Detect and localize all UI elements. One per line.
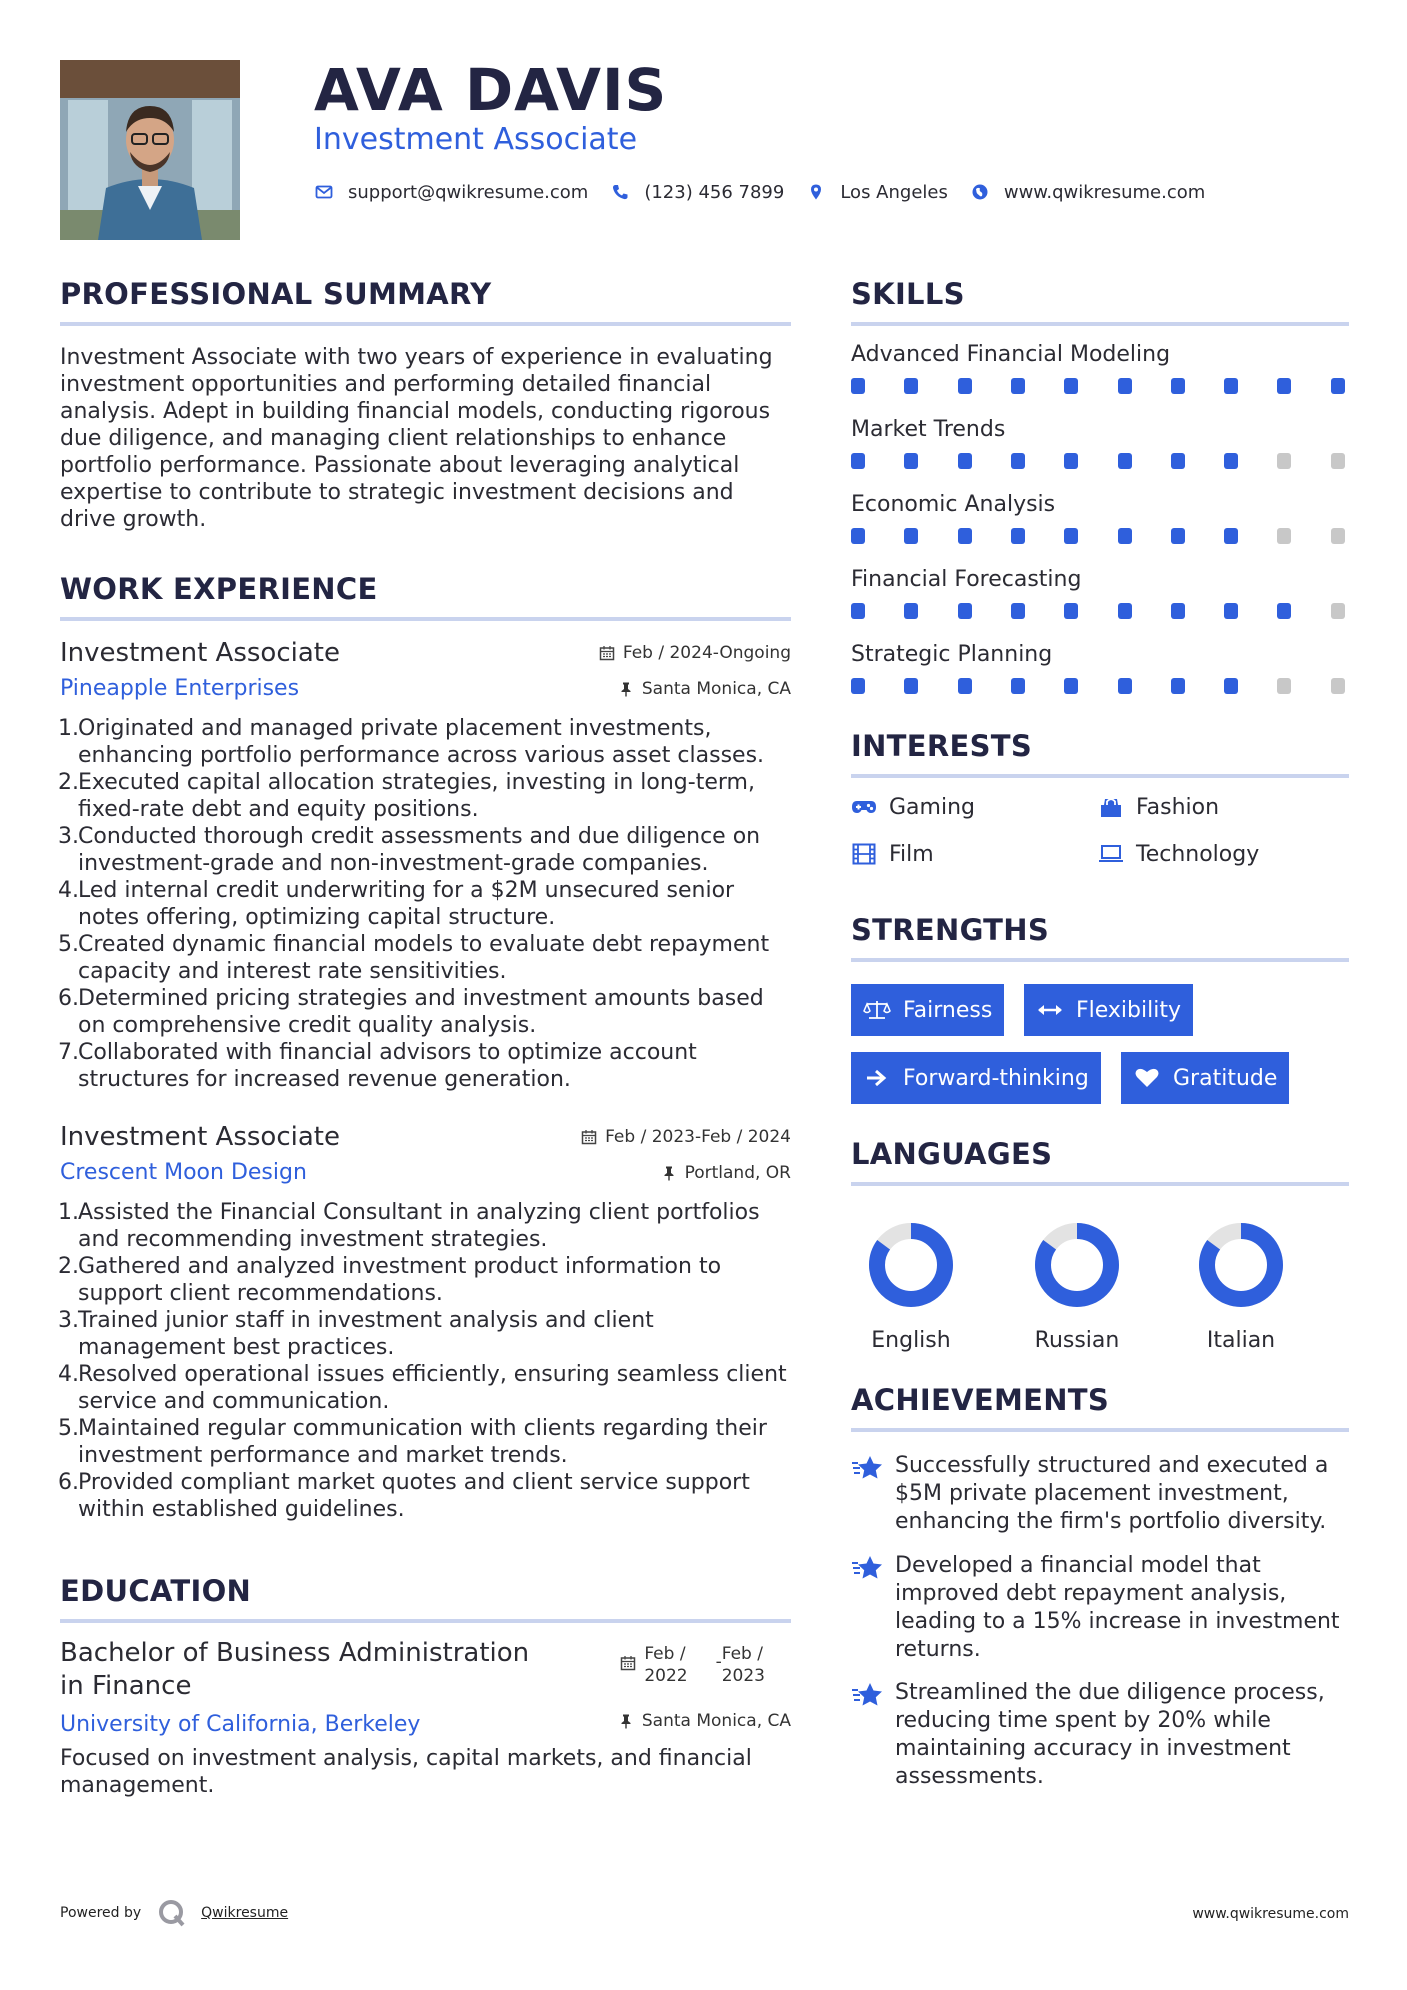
strengths-list — [851, 962, 1349, 1110]
education-location — [618, 1711, 791, 1731]
skill-dot-filled — [1064, 528, 1078, 544]
duty-line: service and communication. — [78, 1389, 390, 1414]
skill-name: Financial Forecasting — [851, 567, 1082, 592]
left-column — [60, 272, 791, 1799]
section-divider — [60, 617, 791, 621]
qwikresume-link[interactable]: Qwikresume — [201, 1905, 289, 1921]
summary-section — [60, 272, 791, 533]
education-description — [60, 1745, 791, 1799]
achievement-line: reducing time spent by 20% while — [895, 1708, 1271, 1733]
skill-dot-filled — [851, 453, 865, 469]
skill-dot-filled — [1277, 378, 1291, 394]
star-icon — [851, 1452, 895, 1536]
skill-dot-filled — [904, 678, 918, 694]
language-item — [851, 1220, 971, 1353]
language-name: Italian — [1206, 1328, 1276, 1353]
strengths-heading: STRENGTHS — [851, 913, 1050, 947]
duty-number: 5. — [58, 1416, 79, 1441]
skill-dot-empty — [1277, 678, 1291, 694]
skill-level-dots — [851, 676, 1349, 696]
skill-dot-filled — [1011, 453, 1025, 469]
skill-dot-filled — [1011, 528, 1025, 544]
skill-name: Strategic Planning — [851, 642, 1053, 667]
achievement-line: Streamlined the due diligence process, — [895, 1680, 1325, 1705]
envelope-icon — [314, 182, 334, 202]
duty-line: notes offering, optimizing capital structure. — [78, 905, 556, 930]
duty-number: 4. — [58, 1362, 79, 1387]
job-title: Investment Associate — [60, 638, 340, 668]
duty-number: 7. — [58, 1040, 79, 1065]
shopping-bag-icon — [1098, 794, 1124, 820]
duty-line: Collaborated with financial advisors to optimize account — [78, 1040, 697, 1065]
duty-number: 5. — [58, 932, 79, 957]
duty-list — [60, 1199, 791, 1523]
strength-label: Forward-thinking — [903, 1065, 1089, 1091]
skill-level-dots — [851, 376, 1349, 396]
duty-item — [60, 985, 791, 1039]
duty-line: Led internal credit underwriting for a $2M unsecured senior — [78, 878, 735, 903]
duty-number: 1. — [58, 716, 79, 741]
duty-item — [60, 1469, 791, 1523]
contact-bar — [314, 178, 1227, 206]
summary-line: expertise to contribute to strategic investment decisions and — [60, 480, 734, 505]
skill-dot-filled — [851, 528, 865, 544]
skill-dot-filled — [1171, 453, 1185, 469]
skill-dot-filled — [851, 678, 865, 694]
skill-dot-filled — [1118, 678, 1132, 694]
date-part: 2023 — [721, 1666, 765, 1686]
job-date — [599, 643, 791, 663]
achievement-line: Developed a financial model that — [895, 1553, 1261, 1578]
languages-list — [851, 1186, 1349, 1374]
arrow-right-icon — [863, 1067, 891, 1089]
section-divider — [60, 322, 791, 326]
date-part: Feb / — [644, 1644, 686, 1664]
duty-line: Resolved operational issues efficiently, ensuring seamless client — [78, 1362, 787, 1387]
skill-dot-filled — [1011, 603, 1025, 619]
job-location-text: Santa Monica, CA — [641, 679, 791, 699]
contact-website-text: www.qwikresume.com — [1003, 181, 1206, 203]
skills-heading: SKILLS — [851, 277, 965, 311]
job-location — [618, 679, 791, 699]
skills-list — [851, 340, 1349, 696]
footer-powered-by — [60, 1898, 288, 1928]
experience-heading: WORK EXPERIENCE — [60, 572, 378, 606]
duty-list — [60, 715, 791, 1093]
arrows-horizontal-icon — [1036, 999, 1064, 1021]
duty-item — [60, 1039, 791, 1093]
duty-line: on comprehensive credit quality analysis. — [78, 1013, 537, 1038]
profile-photo — [60, 60, 240, 240]
language-name: English — [871, 1328, 951, 1353]
job-company: Pineapple Enterprises — [60, 676, 300, 701]
interests-heading: INTERESTS — [851, 729, 1033, 763]
skill-dot-filled — [1331, 378, 1345, 394]
education-start — [644, 1643, 687, 1687]
section-divider — [851, 322, 1349, 326]
achievement-line: enhancing the firm's portfolio diversity. — [895, 1509, 1327, 1534]
duty-item — [60, 1361, 791, 1415]
interests-section — [851, 724, 1349, 886]
duty-line: structures for increased revenue generation. — [78, 1067, 571, 1092]
star-icon — [851, 1679, 895, 1791]
skill-dot-filled — [851, 378, 865, 394]
calendar-icon — [581, 1129, 597, 1145]
interest-label: Gaming — [889, 794, 975, 820]
achievements-list — [851, 1432, 1349, 1792]
contact-email[interactable] — [314, 182, 588, 203]
skill-dot-filled — [1224, 378, 1238, 394]
duty-line: fixed-rate debt and equity positions. — [78, 797, 479, 822]
map-pin-icon — [806, 182, 826, 202]
skill-dot-filled — [1064, 678, 1078, 694]
duty-item — [60, 769, 791, 823]
degree-line: Bachelor of Business Administration — [60, 1638, 530, 1668]
language-item — [1017, 1220, 1137, 1353]
contact-phone[interactable] — [610, 182, 784, 203]
skill-dot-filled — [1224, 678, 1238, 694]
film-icon — [851, 841, 877, 867]
candidate-name: AVA DAVIS — [314, 56, 668, 124]
achievement-line: Successfully structured and executed a — [895, 1453, 1329, 1478]
strength-label: Flexibility — [1076, 997, 1181, 1023]
duty-number: 6. — [58, 986, 79, 1011]
education-date — [620, 1643, 765, 1687]
skill-dot-filled — [1011, 378, 1025, 394]
skill-dot-filled — [1011, 678, 1025, 694]
job-location — [661, 1163, 791, 1183]
duty-line: and recommending investment strategies. — [78, 1227, 548, 1252]
duty-line: Conducted thorough credit assessments and due diligence on — [78, 824, 761, 849]
summary-heading: PROFESSIONAL SUMMARY — [60, 277, 492, 311]
duty-item — [60, 715, 791, 769]
calendar-icon — [620, 1655, 636, 1671]
calendar-icon — [599, 645, 615, 661]
duty-number: 3. — [58, 1308, 79, 1333]
portrait-image — [60, 60, 240, 240]
duty-line: support client recommendations. — [78, 1281, 443, 1306]
skill-row — [851, 340, 1349, 396]
achievement-line: $5M private placement investment, — [895, 1481, 1289, 1506]
contact-phone-text: (123) 456 7899 — [644, 181, 785, 203]
contact-email-text: support@qwikresume.com — [348, 181, 589, 203]
skill-dot-filled — [904, 378, 918, 394]
interest-item — [851, 794, 975, 820]
skill-row — [851, 415, 1349, 471]
footer-website[interactable]: www.qwikresume.com — [1192, 1906, 1349, 1922]
skill-dot-filled — [1064, 378, 1078, 394]
achievement-line: returns. — [895, 1637, 981, 1662]
duty-line: Executed capital allocation strategies, investing in long-term, — [78, 770, 755, 795]
experience-section — [60, 567, 791, 1523]
right-column — [851, 272, 1349, 1792]
duty-line: within established guidelines. — [78, 1497, 405, 1522]
achievement-text — [895, 1679, 1325, 1791]
contact-location-text: Los Angeles — [840, 181, 948, 203]
duty-number: 3. — [58, 824, 79, 849]
duty-item — [60, 823, 791, 877]
duty-line: Provided compliant market quotes and client service support — [78, 1470, 750, 1495]
strength-badge — [1024, 984, 1193, 1036]
languages-heading: LANGUAGES — [851, 1137, 1053, 1171]
summary-text — [60, 344, 791, 533]
achievement-line: maintaining accuracy in investment — [895, 1736, 1291, 1761]
skill-dot-empty — [1331, 453, 1345, 469]
strength-label: Fairness — [903, 997, 993, 1023]
skill-name: Advanced Financial Modeling — [851, 342, 1171, 367]
job-title: Investment Associate — [60, 1122, 340, 1152]
interest-item — [1098, 794, 1219, 820]
duty-line: Assisted the Financial Consultant in analyzing client portfolios — [78, 1200, 760, 1225]
skill-dot-empty — [1331, 678, 1345, 694]
job-entry — [60, 635, 791, 1093]
summary-line: analysis. Adept in building financial models, conducting rigorous — [60, 399, 771, 424]
star-icon — [851, 1552, 895, 1664]
achievement-text — [895, 1552, 1340, 1664]
achievement-item — [851, 1452, 1349, 1536]
description-line: Focused on investment analysis, capital markets, and financial — [60, 1746, 752, 1771]
skill-dot-filled — [1171, 603, 1185, 619]
skill-dot-filled — [1171, 678, 1185, 694]
skill-level-dots — [851, 526, 1349, 546]
summary-line: Investment Associate with two years of experience in evaluating — [60, 345, 773, 370]
language-name: Russian — [1034, 1328, 1120, 1353]
strength-badge — [851, 1052, 1101, 1104]
skill-dot-empty — [1331, 603, 1345, 619]
duty-line: Maintained regular communication with clients regarding their — [78, 1416, 767, 1441]
skill-dot-filled — [1118, 453, 1132, 469]
education-entry — [60, 1637, 791, 1799]
strengths-section — [851, 908, 1349, 1110]
skill-dot-filled — [1118, 603, 1132, 619]
skill-row — [851, 490, 1349, 546]
duty-line: management best practices. — [78, 1335, 395, 1360]
skill-dot-filled — [1224, 453, 1238, 469]
strength-badge — [1121, 1052, 1289, 1104]
duty-number: 4. — [58, 878, 79, 903]
description-line: management. — [60, 1773, 215, 1798]
skill-dot-filled — [1171, 528, 1185, 544]
gamepad-icon — [851, 794, 877, 820]
education-end — [722, 1643, 765, 1687]
summary-line: due diligence, and managing client relationships to enhance — [60, 426, 727, 451]
job-location-text: Portland, OR — [684, 1163, 791, 1183]
skill-dot-filled — [1171, 378, 1185, 394]
duty-item — [60, 1415, 791, 1469]
languages-section — [851, 1132, 1349, 1374]
skill-dot-filled — [1277, 603, 1291, 619]
skill-dot-filled — [958, 453, 972, 469]
skill-dot-filled — [1118, 378, 1132, 394]
achievement-item — [851, 1679, 1349, 1791]
duty-item — [60, 1199, 791, 1253]
duty-line: Trained junior staff in investment analysis and client — [78, 1308, 654, 1333]
achievement-line: assessments. — [895, 1764, 1044, 1789]
language-level-ring — [866, 1220, 956, 1310]
interest-item — [1098, 841, 1259, 867]
job-date-text: Feb / 2023-Feb / 2024 — [605, 1127, 791, 1147]
skill-dot-filled — [1064, 603, 1078, 619]
achievements-section — [851, 1378, 1349, 1792]
duty-line: capacity and interest rate sensitivities. — [78, 959, 507, 984]
skill-dot-filled — [958, 378, 972, 394]
skill-dot-filled — [904, 528, 918, 544]
duty-number: 2. — [58, 770, 79, 795]
date-dash: - — [715, 1652, 722, 1672]
skill-row — [851, 640, 1349, 696]
interest-label: Film — [889, 841, 934, 867]
skill-level-dots — [851, 601, 1349, 621]
interest-item — [851, 841, 934, 867]
globe-icon — [970, 182, 990, 202]
summary-line: drive growth. — [60, 507, 207, 532]
achievement-line: leading to a 15% increase in investment — [895, 1609, 1340, 1634]
contact-website[interactable] — [970, 182, 1205, 203]
pushpin-icon — [661, 1165, 677, 1181]
duty-item — [60, 1253, 791, 1307]
laptop-icon — [1098, 841, 1124, 867]
achievement-text — [895, 1452, 1328, 1536]
phone-icon — [610, 182, 630, 202]
skill-dot-filled — [958, 528, 972, 544]
duty-number: 1. — [58, 1200, 79, 1225]
education-heading: EDUCATION — [60, 1574, 252, 1608]
duty-line: enhancing portfolio performance across various asset classes. — [78, 743, 765, 768]
contact-location — [806, 182, 948, 203]
duty-number: 2. — [58, 1254, 79, 1279]
pushpin-icon — [618, 1713, 634, 1729]
skill-dot-filled — [1118, 528, 1132, 544]
duty-line: investment performance and market trends. — [78, 1443, 568, 1468]
duty-item — [60, 877, 791, 931]
date-part: Feb / — [721, 1644, 763, 1664]
achievements-heading: ACHIEVEMENTS — [851, 1383, 1110, 1417]
achievement-item — [851, 1552, 1349, 1664]
achievement-line: improved debt repayment analysis, — [895, 1581, 1287, 1606]
qwikresume-logo-icon — [157, 1898, 187, 1928]
summary-line: portfolio performance. Passionate about leveraging analytical — [60, 453, 740, 478]
skill-name: Market Trends — [851, 417, 1006, 442]
job-entry — [60, 1119, 791, 1523]
interests-grid — [851, 778, 1349, 886]
strength-badge — [851, 984, 1004, 1036]
skill-dot-filled — [904, 603, 918, 619]
summary-line: investment opportunities and performing detailed financial — [60, 372, 712, 397]
candidate-title: Investment Associate — [314, 122, 638, 157]
skill-dot-filled — [851, 603, 865, 619]
section-divider — [60, 1619, 791, 1623]
duty-line: investment-grade and non-investment-grade companies. — [78, 851, 709, 876]
skill-dot-empty — [1277, 528, 1291, 544]
school-name: University of California, Berkeley — [60, 1712, 421, 1737]
job-company: Crescent Moon Design — [60, 1160, 307, 1185]
skill-dot-filled — [958, 603, 972, 619]
interest-label: Fashion — [1136, 794, 1220, 820]
date-part: 2022 — [644, 1666, 688, 1686]
interest-label: Technology — [1136, 841, 1260, 867]
job-date-text: Feb / 2024-Ongoing — [622, 643, 791, 663]
duty-number: 6. — [58, 1470, 79, 1495]
education-location-text: Santa Monica, CA — [641, 1711, 791, 1731]
pushpin-icon — [618, 681, 634, 697]
strength-label: Gratitude — [1173, 1065, 1278, 1091]
duty-line: Created dynamic financial models to evaluate debt repayment — [78, 932, 770, 957]
duty-line: Determined pricing strategies and investment amounts based — [78, 986, 764, 1011]
skill-dot-filled — [1224, 603, 1238, 619]
skill-dot-empty — [1277, 453, 1291, 469]
powered-by-text: Powered by — [60, 1905, 142, 1921]
language-level-ring — [1032, 1220, 1122, 1310]
duty-item — [60, 931, 791, 985]
skill-dot-filled — [958, 678, 972, 694]
skill-dot-filled — [1224, 528, 1238, 544]
duty-line: Originated and managed private placement investments, — [78, 716, 712, 741]
job-date — [581, 1127, 791, 1147]
duty-item — [60, 1307, 791, 1361]
skill-row — [851, 565, 1349, 621]
heart-icon — [1133, 1067, 1161, 1089]
skill-dot-filled — [904, 453, 918, 469]
skill-level-dots — [851, 451, 1349, 471]
skill-dot-empty — [1331, 528, 1345, 544]
balance-scale-icon — [863, 999, 891, 1021]
education-section — [60, 1569, 791, 1799]
skills-section — [851, 272, 1349, 696]
degree-line: in Finance — [60, 1671, 192, 1701]
language-level-ring — [1196, 1220, 1286, 1310]
language-item — [1181, 1220, 1301, 1353]
skill-name: Economic Analysis — [851, 492, 1056, 517]
duty-line: Gathered and analyzed investment product information to — [78, 1254, 722, 1279]
skill-dot-filled — [1064, 453, 1078, 469]
